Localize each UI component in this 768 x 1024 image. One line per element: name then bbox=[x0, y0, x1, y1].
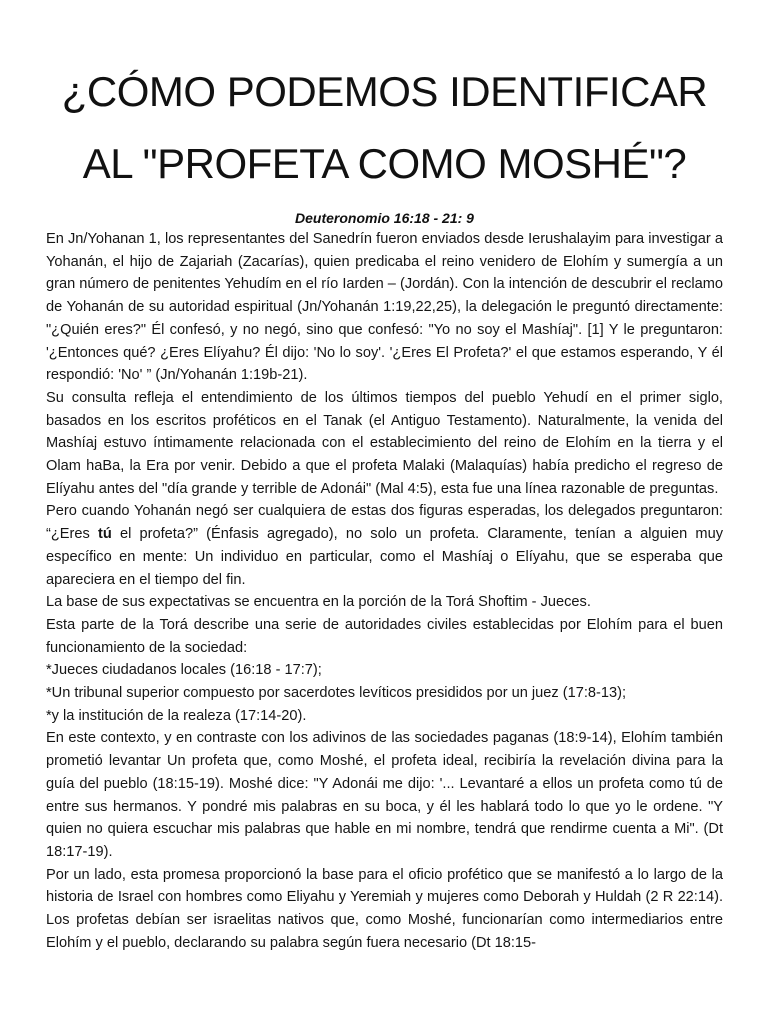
paragraph-4: La base de sus expectativas se encuentra en la porción de la Torá Shoftim - Jueces. bbox=[46, 594, 591, 611]
page-title bbox=[46, 0, 723, 200]
paragraph-1: En Jn/Yohanan 1, los representantes del Sanedrín fueron enviados desde Ierushalayim para investigar a Yohanán, el hijo de Zajariah (Zacarías), quien predicaba el reino venidero de Elohím y sumergía a un gran número de penitentes Yehudím en el río Iarden – (Jordán). Con la intención de descubrir el reclamo de Yohanán de su autoridad espiritual (Jn/Yohanán 1:19,22,25), la delegación le preguntó directamente: "¿Quién eres?" Él confesó, y no negó, sino que confesó: "Yo no soy el Mashíaj". [1] Y le preguntaron: '¿Entonces qué? ¿Eres Elíyahu? Él dijo: 'No lo soy'. '¿Eres El Profeta?' el que estamos esperando, Y él respondió: 'No' ” (Jn/Yohanán 1:19b-21). bbox=[46, 231, 723, 384]
paragraph-3-part-a: Pero cuando Yohanán negó ser cualquiera de estas dos figuras esperadas, los delegados preguntaron: “¿Eres bbox=[46, 503, 723, 543]
paragraph-3-part-b: el profeta?” (Énfasis agregado), no solo un profeta. Claramente, tenían a alguien muy específico en mente: Un individuo en particular, como el Mashíaj o Elíyahu, que se esperaba que apareciera en el tiempo del fin. bbox=[46, 526, 723, 588]
title-line-1: ¿CÓMO PODEMOS IDENTIFICAR bbox=[61, 68, 708, 115]
title-line-2: AL "PROFETA COMO MOSHÉ"? bbox=[82, 140, 687, 187]
scripture-reference: Deuteronomio 16:18 - 21: 9 bbox=[295, 210, 474, 226]
list-item: *Un tribunal superior compuesto por sacerdotes levíticos presididos por un juez (17:8-13); bbox=[46, 685, 626, 702]
article-body bbox=[46, 228, 723, 955]
paragraph-5: Esta parte de la Torá describe una serie de autoridades civiles establecidas por Elohím para el buen funcionamiento de la sociedad: bbox=[46, 616, 723, 656]
paragraph-7: Por un lado, esta promesa proporcionó la base para el oficio profético que se manifestó a lo largo de la historia de Israel con hombres como Eliyahu y Yeremiah y mujeres como Deborah y Huldah (2 R 22:14). Los profetas debían ser israelitas nativos que, como Moshé, funcionarían como intermediarios entre Elohím y el pueblo, declarando su palabra según fuera necesario (Dt 18:15- bbox=[46, 866, 723, 951]
list-item: *y la institución de la realeza (17:14-20). bbox=[46, 707, 307, 724]
paragraph-2: Su consulta refleja el entendimiento de los últimos tiempos del pueblo Yehudí en el primer siglo, basados en los escritos proféticos en el Tanak (el Antiguo Testamento). Naturalmente, la venida del Mashíaj estuvo íntimamente relacionada con el establecimiento del reino de Elohím en la tierra y el Olam haBa, la Era por venir. Debido a que el profeta Malaki (Malaquías) había predicho el regreso de Elíyahu antes del "día grande y terrible de Adonái" (Mal 4:5), esta fue una línea razonable de preguntas. bbox=[46, 389, 723, 497]
paragraph-6: En este contexto, y en contraste con los adivinos de las sociedades paganas (18:9-14), Elohím también prometió levantar Un profeta que, como Moshé, el profeta ideal, recibiría la revelación divina para la guía del pueblo (18:15-19). Moshé dice: "Y Adonái me dijo: '... Levantaré a ellos un profeta como tú de entre sus hermanos. Y pondré mis palabras en su boca, y él les hablará todo lo que yo le ordene. "Y quien no quiera escuchar mis palabras que hable en mi nombre, tendrá que rendirme cuenta a Mi". (Dt 18:17-19). bbox=[46, 730, 723, 860]
list-item: *Jueces ciudadanos locales (16:18 - 17:7); bbox=[46, 662, 322, 679]
paragraph-3 bbox=[46, 500, 723, 591]
emphasis-tu: tú bbox=[97, 526, 112, 543]
